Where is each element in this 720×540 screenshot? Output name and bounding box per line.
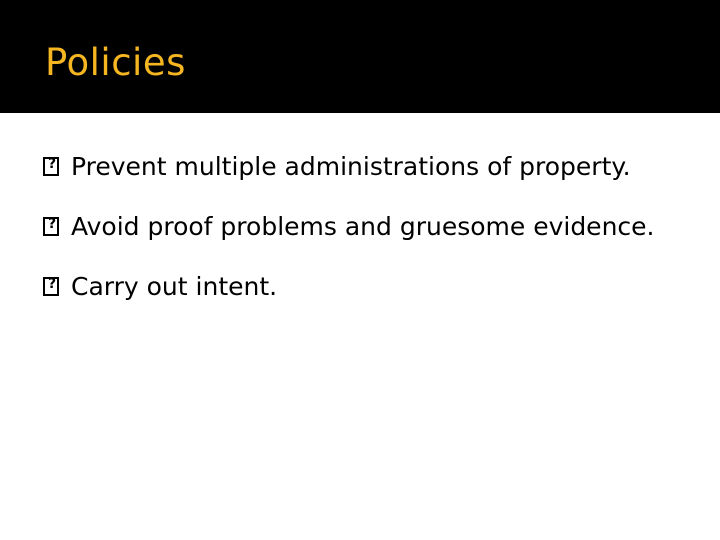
slide-title: Policies bbox=[45, 41, 186, 84]
missing-glyph-icon bbox=[43, 217, 59, 236]
missing-glyph-icon bbox=[43, 277, 59, 296]
missing-glyph-icon bbox=[43, 157, 59, 176]
bullet-text: Carry out intent. bbox=[71, 272, 278, 301]
bullet-item bbox=[43, 270, 663, 303]
bullet-item bbox=[43, 210, 663, 243]
bullet-item bbox=[43, 150, 663, 183]
bullet-text: Avoid proof problems and gruesome evidence. bbox=[71, 212, 655, 241]
title-bar bbox=[0, 0, 720, 113]
bullet-text: Prevent multiple administrations of property. bbox=[71, 152, 631, 181]
bullet-list bbox=[43, 150, 663, 330]
